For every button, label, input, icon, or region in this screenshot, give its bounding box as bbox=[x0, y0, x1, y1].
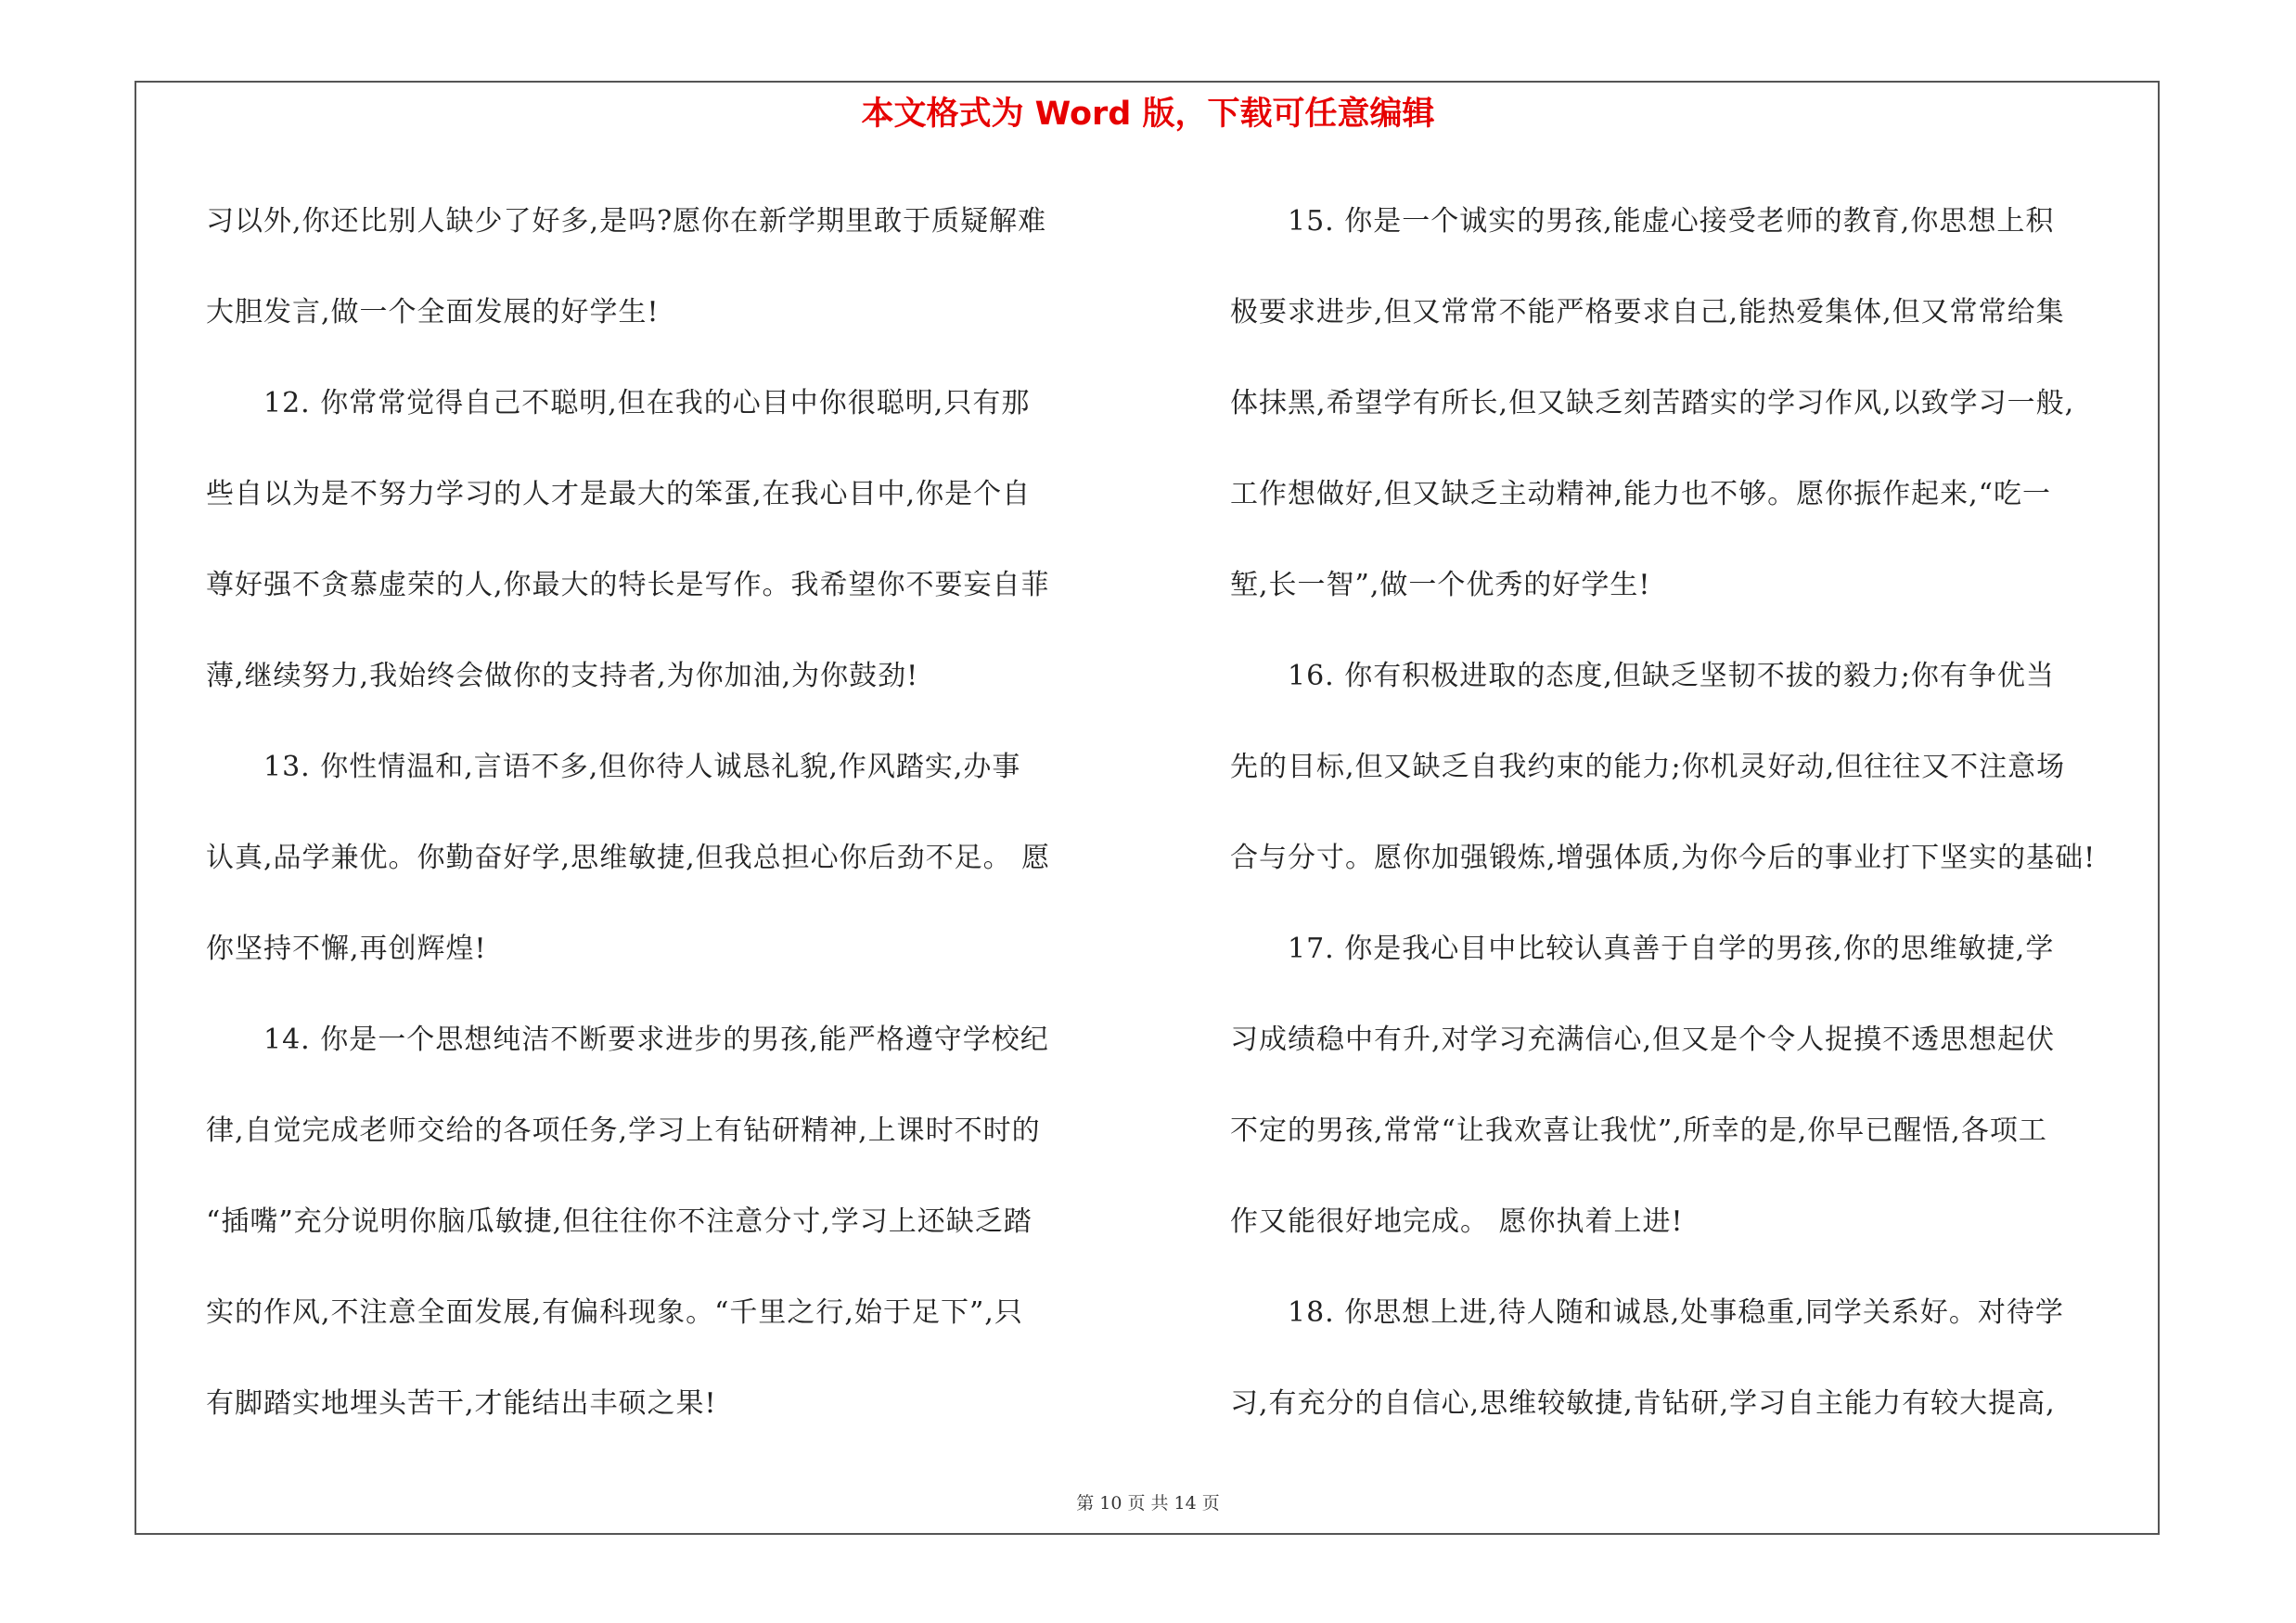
text-line: 工作想做好,但又缺乏主动精神,能力也不够。愿你振作起来,“吃一 bbox=[1230, 478, 2051, 510]
text-line: 14. 你是一个思想纯洁不断要求进步的男孩,能严格遵守学校纪 bbox=[206, 1024, 1049, 1056]
text-line: “插嘴”充分说明你脑瓜敏捷,但往往你不注意分寸,学习上还缺乏踏 bbox=[206, 1205, 1033, 1238]
text-line: 12. 你常常觉得自己不聪明,但在我的心目中你很聪明,只有那 bbox=[206, 387, 1031, 419]
text-line: 作又能很好地完成。 愿你执着上进! bbox=[1230, 1205, 1684, 1238]
text-line: 实的作风,不注意全面发展,有偏科现象。“千里之行,始于足下”,只 bbox=[206, 1296, 1023, 1329]
text-line: 你坚持不懈,再创辉煌! bbox=[206, 933, 487, 965]
text-line: 15. 你是一个诚实的男孩,能虚心接受老师的教育,你思想上积 bbox=[1230, 205, 2055, 238]
right-column bbox=[1230, 176, 2158, 1449]
text-line: 13. 你性情温和,言语不多,但你待人诚恳礼貌,作风踏实,办事 bbox=[206, 751, 1021, 783]
text-line: 律,自觉完成老师交给的各项任务,学习上有钻研精神,上课时不时的 bbox=[206, 1114, 1041, 1147]
text-line: 先的目标,但又缺乏自我约束的能力;你机灵好动,但往往又不注意场 bbox=[1230, 751, 2066, 783]
text-line: 17. 你是我心目中比较认真善于自学的男孩,你的思维敏捷,学 bbox=[1230, 933, 2055, 965]
text-line: 合与分寸。愿你加强锻炼,增强体质,为你今后的事业打下坚实的基础! bbox=[1230, 842, 2097, 874]
page-number: 第 10 页 共 14 页 bbox=[1076, 1493, 1220, 1514]
text-line: 认真,品学兼优。你勤奋好学,思维敏捷,但我总担心你后劲不足。 愿 bbox=[206, 842, 1051, 874]
text-line: 体抹黑,希望学有所长,但又缺乏刻苦踏实的学习作风,以致学习一般, bbox=[1230, 387, 2075, 419]
text-line: 极要求进步,但又常常不能严格要求自己,能热爱集体,但又常常给集 bbox=[1230, 296, 2065, 328]
text-line: 尊好强不贪慕虚荣的人,你最大的特长是写作。我希望你不要妄自菲 bbox=[206, 569, 1050, 601]
left-column bbox=[206, 176, 1120, 1449]
text-line: 习以外,你还比别人缺少了好多,是吗?愿你在新学期里敢于质疑解难 bbox=[206, 205, 1047, 238]
text-line: 些自以为是不努力学习的人才是最大的笨蛋,在我心目中,你是个自 bbox=[206, 478, 1032, 510]
text-line: 薄,继续努力,我始终会做你的支持者,为你加油,为你鼓劲! bbox=[206, 660, 919, 692]
text-line: 18. 你思想上进,待人随和诚恳,处事稳重,同学关系好。对待学 bbox=[1230, 1296, 2064, 1329]
format-banner: 本文格式为 Word 版，下载可任意编辑 bbox=[861, 96, 1435, 133]
text-line: 不定的男孩,常常“让我欢喜让我忧”,所幸的是,你早已醒悟,各项工 bbox=[1230, 1114, 2047, 1147]
text-line: 大胆发言,做一个全面发展的好学生! bbox=[206, 296, 660, 328]
text-line: 习,有充分的自信心,思维较敏捷,肯钻研,学习自主能力有较大提高, bbox=[1230, 1387, 2056, 1420]
text-line: 16. 你有积极进取的态度,但缺乏坚韧不拔的毅力;你有争优当 bbox=[1230, 660, 2055, 692]
text-line: 习成绩稳中有升,对学习充满信心,但又是个令人捉摸不透思想起伏 bbox=[1230, 1024, 2056, 1056]
text-line: 堑,长一智”,做一个优秀的好学生! bbox=[1230, 569, 1651, 601]
text-line: 有脚踏实地埋头苦干,才能结出丰硕之果! bbox=[206, 1387, 717, 1420]
